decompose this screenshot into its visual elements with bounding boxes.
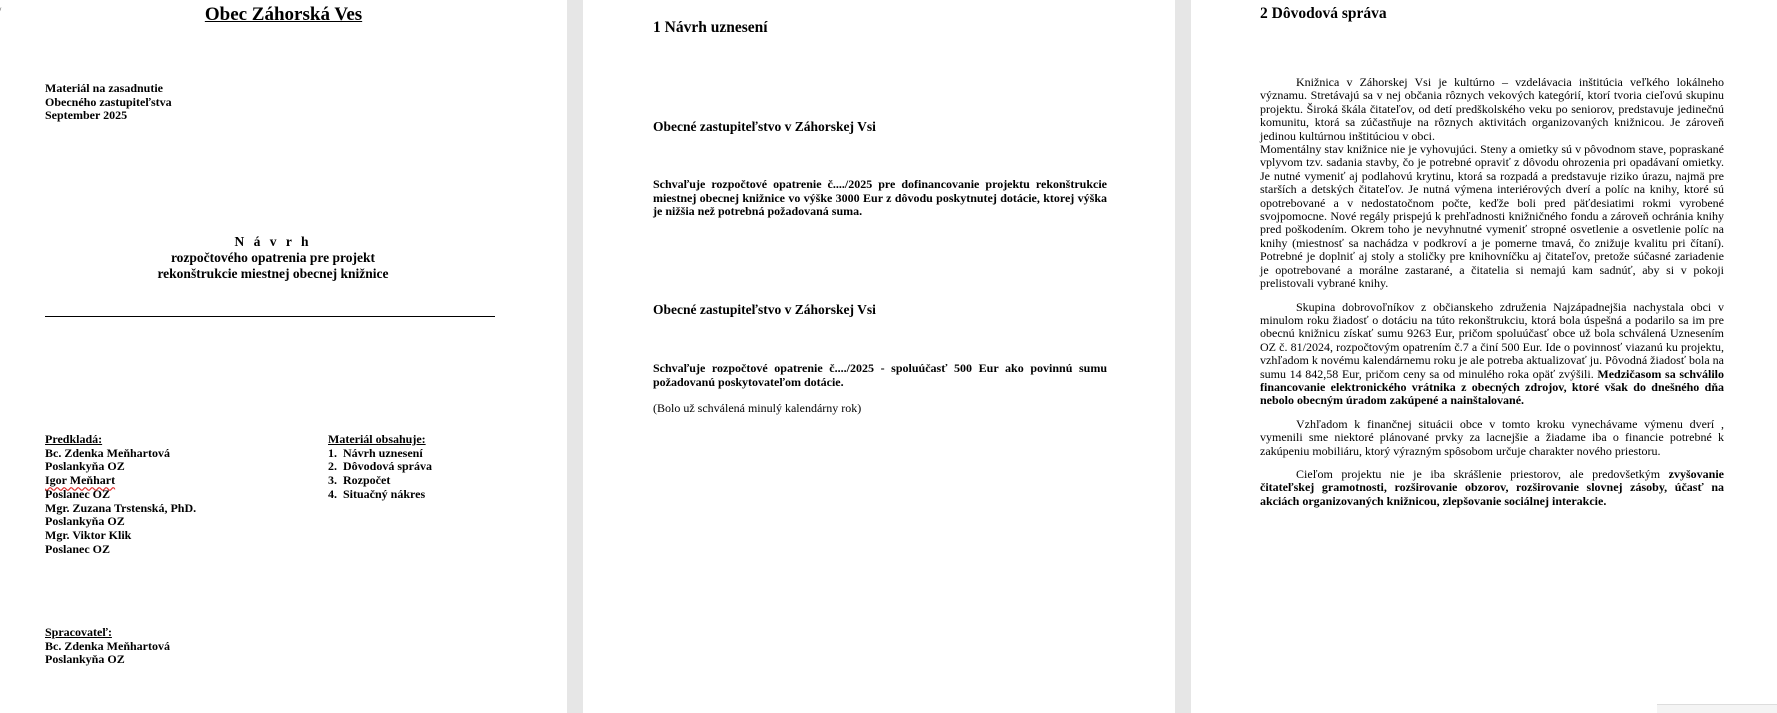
document-page-3 — [1191, 0, 1777, 713]
contents-label: Materiál obsahuje: — [328, 432, 426, 446]
contents-list — [328, 433, 432, 502]
author-block — [45, 626, 170, 667]
resolution-title: Obecné zastupiteľstvo v Záhorskej Vsi — [653, 302, 876, 317]
presenter-role: Poslanec OZ — [45, 541, 110, 556]
report-text: Skupina dobrovoľníkov z občianskeho združenia Najzápadnejšia nachystala obci v minulom roku žiadosť o dotáciu na túto rekonštrukciu, ktorá bola úspešná a podarilo sa im pre obecnú knižnicu získať sumu 9263 Eur, pričom spoluúčasť obce už bola schválená Uznesením OZ č. 81/2024, rozpočtovým opatrením č.7 a činí 500 Eur. Ide o povinnosť viazanú ku projektu, vzhľadom k novému kalendárnemu roku je ale potreba aktualizovať ju. Pôvodná žiadosť bola na sumu 14 842,58 Eur, pričom ceny sa od minulého roka opäť zvýšili. — [1260, 299, 1724, 381]
presenters-label: Predkladá: — [45, 432, 103, 446]
contents-item — [328, 488, 432, 502]
contents-text: Situačný nákres — [343, 486, 426, 501]
contents-item — [328, 447, 432, 461]
report-emphasis: Medzičasom sa schválilo financovanie elektronického vrátnika z obecných zdrojov, ktoré však do dnešného dňa nebolo obecným úradom zakúpené a nainštalované. — [1260, 366, 1725, 408]
contents-num: 4. — [328, 486, 337, 501]
status-strip — [1657, 704, 1777, 713]
author-name: Bc. Zdenka Meňhartová — [45, 638, 171, 653]
resolution-title: Obecné zastupiteľstvo v Záhorskej Vsi — [653, 119, 876, 134]
presenter-name: Bc. Zdenka Meňhartová — [45, 445, 171, 460]
presenter-name: Igor Meňhart — [45, 473, 116, 488]
document-page-1 — [0, 0, 567, 713]
contents-num: 3. — [328, 473, 337, 488]
proposal-title — [0, 234, 546, 282]
proposal-line: rekonštrukcie miestnej obecnej knižnice — [157, 266, 389, 281]
presenter-name: Mgr. Zuzana Trstenská, PhD. — [45, 500, 197, 515]
contents-item — [328, 474, 432, 488]
meta-line: Obecného zastupiteľstva — [45, 94, 172, 109]
presenter-role: Poslankyňa OZ — [45, 459, 125, 474]
report-paragraph: Knižnica v Záhorskej Vsi je kultúrno – vzdelávacia inštitúcia veľkého lokálneho významu. Stretávajú sa v nej občania rôznych vekových kategórií, ktorí tvoria cieľovú skupinu projektu. Široká škála čitateľov, od detí predškolského veku po seniorov, predstavuje jedinečnú komunitu, ktorá sa zúčastňuje na rôznych aktivitách organizovaných knižnicou. Je zároveň jedinou kultúrnou inštitúciou v obci. — [1260, 75, 1724, 143]
report-paragraph — [1260, 301, 1724, 408]
resolution-text: Schvaľuje rozpočtové opatrenie č..../2025 - spoluúčasť 500 Eur ako povinnú sumu požadovanú poskytovateľom dotácie. — [653, 361, 1107, 389]
presenter-role: Poslanec OZ — [45, 486, 110, 501]
proposal-word: N á v r h — [234, 234, 312, 249]
report-paragraph: Vzhľadom k finančnej situácii obce v tomto kroku vynechávame výmenu dverí , vymenili sme niektoré plánované prvky za lacnejšie a žiadame iba o financie potrebné k zakúpeniu mobiliáru, ktorý výrazným spôsobom určuje charakter nového priestoru. — [1260, 416, 1724, 458]
contents-num: 1. — [328, 445, 337, 460]
contents-num: 2. — [328, 459, 337, 474]
horizontal-divider — [45, 316, 495, 317]
report-paragraph — [1260, 468, 1724, 508]
resolution-text: Schvaľuje rozpočtové opatrenie č..../2025 pre dofinancovanie projektu rekonštrukcie miestnej obecnej knižnice vo výške 3000 Eur z dôvodu poskytnutej dotácie, ktorej výška je nižšia než potrebná požadovaná suma. — [653, 177, 1107, 219]
presenter-role: Poslankyňa OZ — [45, 514, 125, 529]
contents-text: Dôvodová správa — [343, 459, 433, 474]
proposal-line: rozpočtového opatrenia pre projekt — [170, 250, 376, 265]
resolution-note: (Bolo už schválená minulý kalendárny rok) — [653, 401, 862, 415]
document-page-2 — [583, 0, 1175, 713]
contents-item — [328, 460, 432, 474]
report-body — [1260, 76, 1724, 508]
report-paragraph: Momentálny stav knižnice nie je vyhovujúci. Steny a omietky sú v pôvodnom stave, popraskané vplyvom tzv. sadania stavby, čo je potrebné opraviť z dôvodu ohrozenia pri opadávaní omietky. Je nutné vymeniť aj podlahovú krytinu, ktorá sa rozpadá a predstavuje riziko úrazu, najmä pre starších a detských čitateľov. Je nutná výmena interiérových dverí a políc na knihy, ktoré sú opotrebované a v nedostatočnom počte, keďže boli pred päťdesiatimi rokmi vyrobené svojpomocne. Nové regály prispejú k prehľadnosti knižničného fondu a zároveň ochránia knihy pred poškodením. Okrem toho je nevyhnutné vymeniť stropné osvetlenie a osvetlenie políc na knihy (miestnosť sa nachádza v podkroví a je pomerne tmavá, čo znižuje kvalitu pri čítaní). Potrebné je doplniť aj stoly a stoličky pre knihovníčku aj čitateľov, pretože súčasné zariadenie je opotrebované a morálne zastarané, a čitatelia si nemajú kam sadnúť, aby si v pokoji prelistovali vybrané knihy. — [1260, 142, 1724, 291]
material-meta — [45, 82, 172, 123]
presenters-list — [45, 433, 196, 556]
author-label: Spracovateľ: — [45, 625, 112, 639]
meta-line: Materiál na zasadnutie — [45, 81, 163, 95]
contents-text: Návrh uznesení — [343, 445, 423, 460]
report-emphasis: zvyšovanie čitateľskej gramotnosti, rozširovanie obzorov, rozširovanie slovnej zásoby, účasť na akciách organizovaných knižnicou, zlepšovanie sociálnej interakcie. — [1260, 466, 1724, 508]
presenter-name: Mgr. Viktor Klik — [45, 527, 132, 542]
report-text: Cieľom projektu nie je iba skrášlenie priestorov, ale predovšetkým — [1296, 466, 1669, 481]
contents-text: Rozpočet — [343, 473, 391, 488]
author-role: Poslankyňa OZ — [45, 652, 125, 667]
section-heading: 1 Návrh uznesení — [653, 19, 768, 36]
page-title: Obec Záhorská Ves — [204, 4, 363, 25]
meta-line: September 2025 — [45, 108, 128, 123]
section-heading: 2 Dôvodová správa — [1260, 5, 1387, 22]
